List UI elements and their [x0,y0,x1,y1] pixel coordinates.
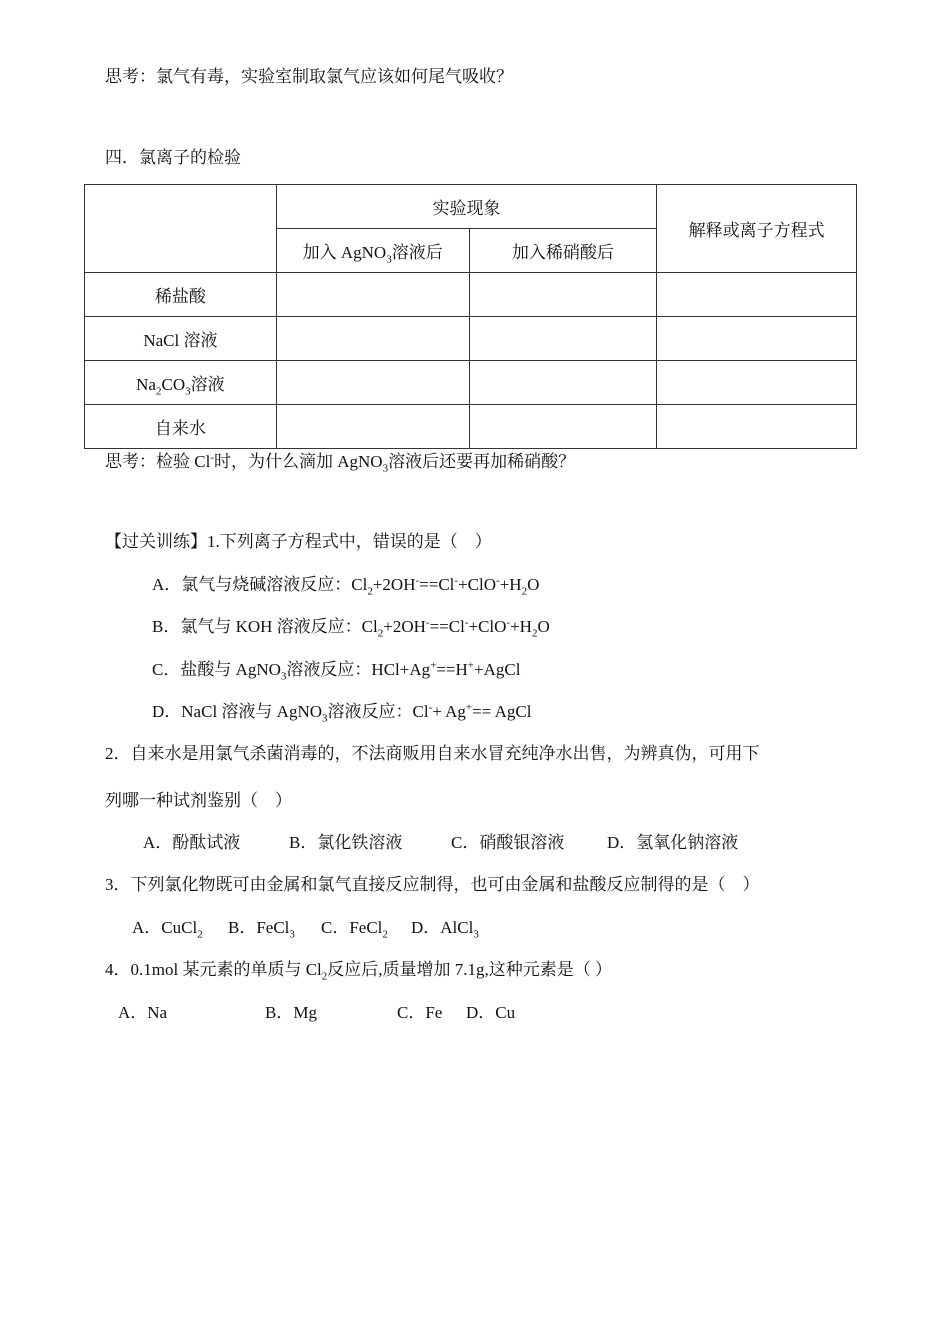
q3-option-a: A．CuCl$_2$ [132,918,203,941]
table-cell [469,273,657,317]
q4-option-d: D．Cu [466,1003,516,1022]
row-label-na2co3: $Na_2CO_3$溶液 [85,361,277,405]
header-add-hno3: 加入稀硝酸后 [469,229,657,273]
q3-option-d: D．AlCl$_3$ [411,918,479,941]
table-row [85,273,857,317]
q1-option-b: B．氯气与 KOH 溶液反应：$Cl_2+2OH^-==Cl^-+ClO^-+H_2O$ [152,616,550,640]
table-row [85,405,857,449]
table-cell [469,361,657,405]
table-cell [657,405,857,449]
table-cell [469,317,657,361]
table-cell [469,405,657,449]
q3-option-b: B．FeCl$_3$ [228,918,295,941]
q4-option-b: B．Mg [265,1003,317,1022]
table-cell [657,361,857,405]
think-question-2: 思考：检验 Cl-时，为什么滴加 AgNO$_3$溶液后还要再加稀硝酸？ [105,451,576,475]
row-label-dilute-hcl: 稀盐酸 [85,273,277,317]
q2-stem-line1: 2．自来水是用氯气杀菌消毒的，不法商贩用自来水冒充纯净水出售，为辨真伪，可用下 [105,744,760,763]
q4-option-a: A．Na [118,1003,168,1022]
row-label-tap-water: 自来水 [85,405,277,449]
table-cell [276,273,469,317]
q2-option-d: D．氢氧化钠溶液 [607,833,739,852]
table-cell [657,317,857,361]
table-cell [657,273,857,317]
q4-option-c: C．Fe [397,1003,443,1022]
table-row [85,317,857,361]
q1-option-a: A．氯气与烧碱溶液反应：$Cl_2+2OH^-==Cl^-+ClO^-+H_2O$ [152,574,540,598]
section-heading-chloride-test: 四．氯离子的检验 [105,148,241,167]
q1-stem: 【过关训练】1.下列离子方程式中，错误的是（ ） [105,532,492,551]
q4-stem: 4．0.1mol 某元素的单质与 $Cl_2$反应后,质量增加 7.1g,这种元素是（ ） [105,960,613,983]
chloride-test-table [84,184,857,449]
header-add-agno3: 加入 AgNO$_3$溶液后 [276,229,469,273]
q2-stem-line2: 列哪一种试剂鉴别（ ） [105,791,292,810]
header-phenomenon: 实验现象 [276,185,656,229]
think-question-1: 思考：氯气有毒，实验室制取氯气应该如何尾气吸收？ [105,67,513,86]
row-label-nacl: NaCl 溶液 [85,317,277,361]
table-row [85,361,857,405]
q2-option-b: B．氯化铁溶液 [289,833,403,852]
q1-option-d: D．NaCl 溶液与 AgNO$_3$溶液反应：Cl-+ Ag+== AgCl [152,701,532,725]
table-corner-cell [85,185,277,273]
q2-option-c: C．硝酸银溶液 [451,833,565,852]
table-cell [276,361,469,405]
q3-stem: 3．下列氯化物既可由金属和氯气直接反应制得，也可由金属和盐酸反应制得的是（ ） [105,875,760,894]
q3-option-c: C．FeCl$_2$ [321,918,388,941]
table-cell [276,317,469,361]
q1-option-c: C．盐酸与 AgNO$_3$溶液反应：HCl+Ag+==H++AgCl [152,659,521,683]
header-explanation: 解释或离子方程式 [657,185,857,273]
q2-option-a: A．酚酞试液 [143,833,241,852]
table-cell [276,405,469,449]
